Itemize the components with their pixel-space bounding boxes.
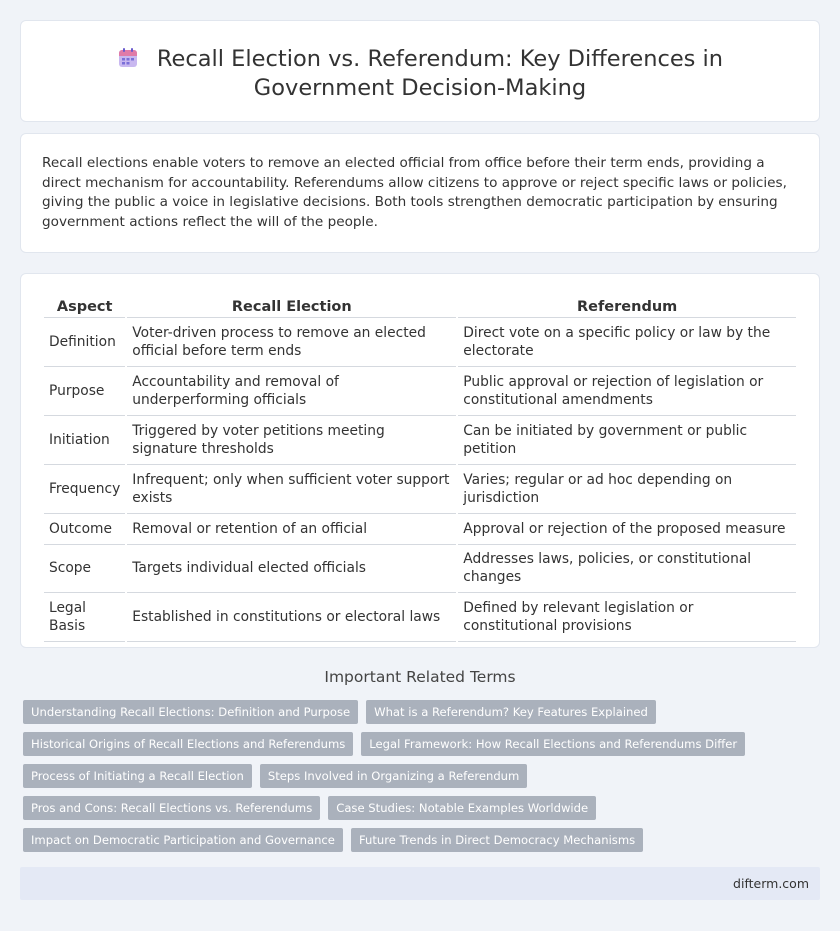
table-row (44, 318, 796, 367)
page-title: Recall Election vs. Referendum: Key Differences in Government Decision-Making (156, 46, 724, 101)
table-row (44, 416, 796, 465)
row-aspect: Frequency (44, 465, 125, 514)
related-term-tag[interactable]: Historical Origins of Recall Elections and Referendums (23, 732, 353, 756)
related-term-tag[interactable]: Steps Involved in Organizing a Referendum (260, 764, 527, 788)
table-row (44, 593, 796, 642)
related-terms-title: Important Related Terms (324, 668, 516, 686)
row-recall: Removal or retention of an official (127, 514, 456, 545)
row-aspect: Scope (44, 545, 125, 593)
header-card (20, 20, 820, 122)
related-term-tag[interactable]: Case Studies: Notable Examples Worldwide (328, 796, 596, 820)
footer-site-link[interactable]: difterm.com (733, 876, 809, 891)
row-aspect: Purpose (44, 367, 125, 416)
table-row (44, 367, 796, 416)
row-recall: Accountability and removal of underperforming officials (127, 367, 456, 416)
related-term-tag[interactable]: Pros and Cons: Recall Elections vs. Referendums (23, 796, 320, 820)
comparison-card (20, 273, 820, 648)
table-row (44, 465, 796, 514)
header-aspect: Aspect (44, 296, 125, 318)
row-recall: Targets individual elected officials (127, 545, 456, 593)
related-term-tag[interactable]: Understanding Recall Elections: Definition and Purpose (23, 700, 358, 724)
intro-card (20, 133, 820, 253)
row-referendum: Varies; regular or ad hoc depending on jurisdiction (458, 465, 796, 514)
table-header-row (44, 296, 796, 318)
row-referendum: Defined by relevant legislation or constitutional provisions (458, 593, 796, 642)
table-row (44, 514, 796, 545)
row-aspect: Definition (44, 318, 125, 367)
row-recall: Infrequent; only when sufficient voter support exists (127, 465, 456, 514)
related-term-tag[interactable]: What is a Referendum? Key Features Explained (366, 700, 656, 724)
header-referendum: Referendum (458, 296, 796, 318)
related-terms-list (23, 700, 813, 852)
page-title-wrap (21, 45, 819, 103)
row-referendum: Addresses laws, policies, or constitutional changes (458, 545, 796, 593)
related-term-tag[interactable]: Future Trends in Direct Democracy Mechanisms (351, 828, 643, 852)
row-recall: Triggered by voter petitions meeting signature thresholds (127, 416, 456, 465)
row-recall: Established in constitutions or electoral laws (127, 593, 456, 642)
row-aspect: Legal Basis (44, 593, 125, 642)
related-term-tag[interactable]: Legal Framework: How Recall Elections and Referendums Differ (361, 732, 745, 756)
header-recall-election: Recall Election (127, 296, 456, 318)
comparison-table (42, 296, 798, 642)
row-referendum: Direct vote on a specific policy or law by the electorate (458, 318, 796, 367)
row-aspect: Outcome (44, 514, 125, 545)
row-referendum: Can be initiated by government or public petition (458, 416, 796, 465)
footer-bar (20, 867, 820, 900)
row-aspect: Initiation (44, 416, 125, 465)
row-recall: Voter-driven process to remove an elected official before term ends (127, 318, 456, 367)
table-row (44, 545, 796, 593)
related-term-tag[interactable]: Process of Initiating a Recall Election (23, 764, 252, 788)
calendar-icon (117, 47, 139, 69)
related-term-tag[interactable]: Impact on Democratic Participation and Governance (23, 828, 343, 852)
row-referendum: Approval or rejection of the proposed measure (458, 514, 796, 545)
intro-text: Recall elections enable voters to remove an elected official from office before their term ends, providing a direct mechanism for accountability. Referendums allow citizens to approve or reject specific laws or policies, giving the public a voice in legislative decisions. Both tools strengthen democratic participation by ensuring government actions reflect the will of the people. (42, 155, 787, 230)
row-referendum: Public approval or rejection of legislation or constitutional amendments (458, 367, 796, 416)
